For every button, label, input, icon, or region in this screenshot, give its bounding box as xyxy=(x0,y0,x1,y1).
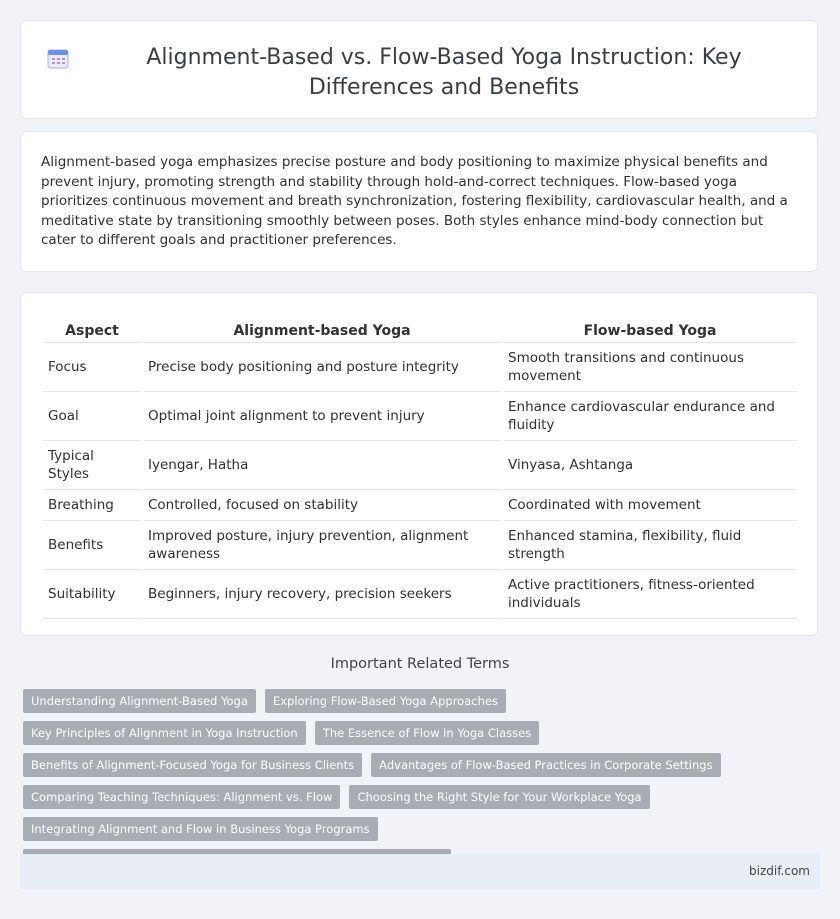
table-row xyxy=(43,392,797,441)
table-cell: Beginners, injury recovery, precision seekers xyxy=(143,570,501,619)
table-row xyxy=(43,521,797,570)
table-row xyxy=(43,441,797,490)
table-cell: Benefits xyxy=(43,521,141,570)
column-header: Alignment-based Yoga xyxy=(143,309,501,343)
related-term-link[interactable]: Choosing the Right Style for Your Workplace Yoga xyxy=(349,785,649,809)
table-cell: Optimal joint alignment to prevent injury xyxy=(143,392,501,441)
table-cell: Smooth transitions and continuous movement xyxy=(503,343,797,392)
table-cell: Precise body positioning and posture integrity xyxy=(143,343,501,392)
header-card xyxy=(20,20,818,119)
table-cell: Enhanced stamina, flexibility, fluid strength xyxy=(503,521,797,570)
table-row xyxy=(43,343,797,392)
table-cell: Enhance cardiovascular endurance and fluidity xyxy=(503,392,797,441)
table-cell: Active practitioners, fitness-oriented individuals xyxy=(503,570,797,619)
page-title: Alignment-Based vs. Flow-Based Yoga Instruction: Key Differences and Benefits xyxy=(146,45,742,100)
intro-card xyxy=(20,131,818,272)
table-cell: Goal xyxy=(43,392,141,441)
table-cell: Typical Styles xyxy=(43,441,141,490)
table-cell: Vinyasa, Ashtanga xyxy=(503,441,797,490)
table-cell: Controlled, focused on stability xyxy=(143,490,501,521)
comparison-card xyxy=(20,292,818,636)
table-cell: Coordinated with movement xyxy=(503,490,797,521)
table-cell: Focus xyxy=(43,343,141,392)
footer-bar xyxy=(20,854,820,889)
related-term-link[interactable]: The Essence of Flow in Yoga Classes xyxy=(315,721,539,745)
related-term-link[interactable]: Exploring Flow-Based Yoga Approaches xyxy=(265,689,506,713)
table-cell: Improved posture, injury prevention, alignment awareness xyxy=(143,521,501,570)
intro-paragraph: Alignment-based yoga emphasizes precise posture and body positioning to maximize physical benefits and prevent injury, promoting strength and stability through hold-and-correct techniques. Flow-based yoga prioritizes continuous movement and breath synchronization, fostering flexibility, cardiovascular health, and a meditative state by transitioning smoothly between poses. Both styles enhance mind-body connection but cater to different goals and practitioner preferences. xyxy=(41,154,788,249)
column-header: Aspect xyxy=(43,309,141,343)
related-term-link[interactable]: Integrating Alignment and Flow in Business Yoga Programs xyxy=(23,817,378,841)
related-term-link[interactable]: Comparing Teaching Techniques: Alignment vs. Flow xyxy=(23,785,340,809)
comparison-table xyxy=(41,309,799,619)
table-cell: Suitability xyxy=(43,570,141,619)
calendar-icon xyxy=(47,47,69,69)
column-header: Flow-based Yoga xyxy=(503,309,797,343)
related-term-link[interactable]: Understanding Alignment-Based Yoga xyxy=(23,689,256,713)
related-terms-list xyxy=(23,689,783,881)
related-term-link[interactable]: Advantages of Flow-Based Practices in Corporate Settings xyxy=(371,753,720,777)
related-term-link[interactable]: Key Principles of Alignment in Yoga Instruction xyxy=(23,721,306,745)
table-cell: Iyengar, Hatha xyxy=(143,441,501,490)
related-terms-heading: Important Related Terms xyxy=(330,656,510,672)
site-name[interactable]: bizdif.com xyxy=(749,864,810,878)
related-term-link[interactable]: Benefits of Alignment-Focused Yoga for Business Clients xyxy=(23,753,362,777)
table-row xyxy=(43,570,797,619)
table-cell: Breathing xyxy=(43,490,141,521)
table-header-row xyxy=(43,309,797,343)
table-row xyxy=(43,490,797,521)
